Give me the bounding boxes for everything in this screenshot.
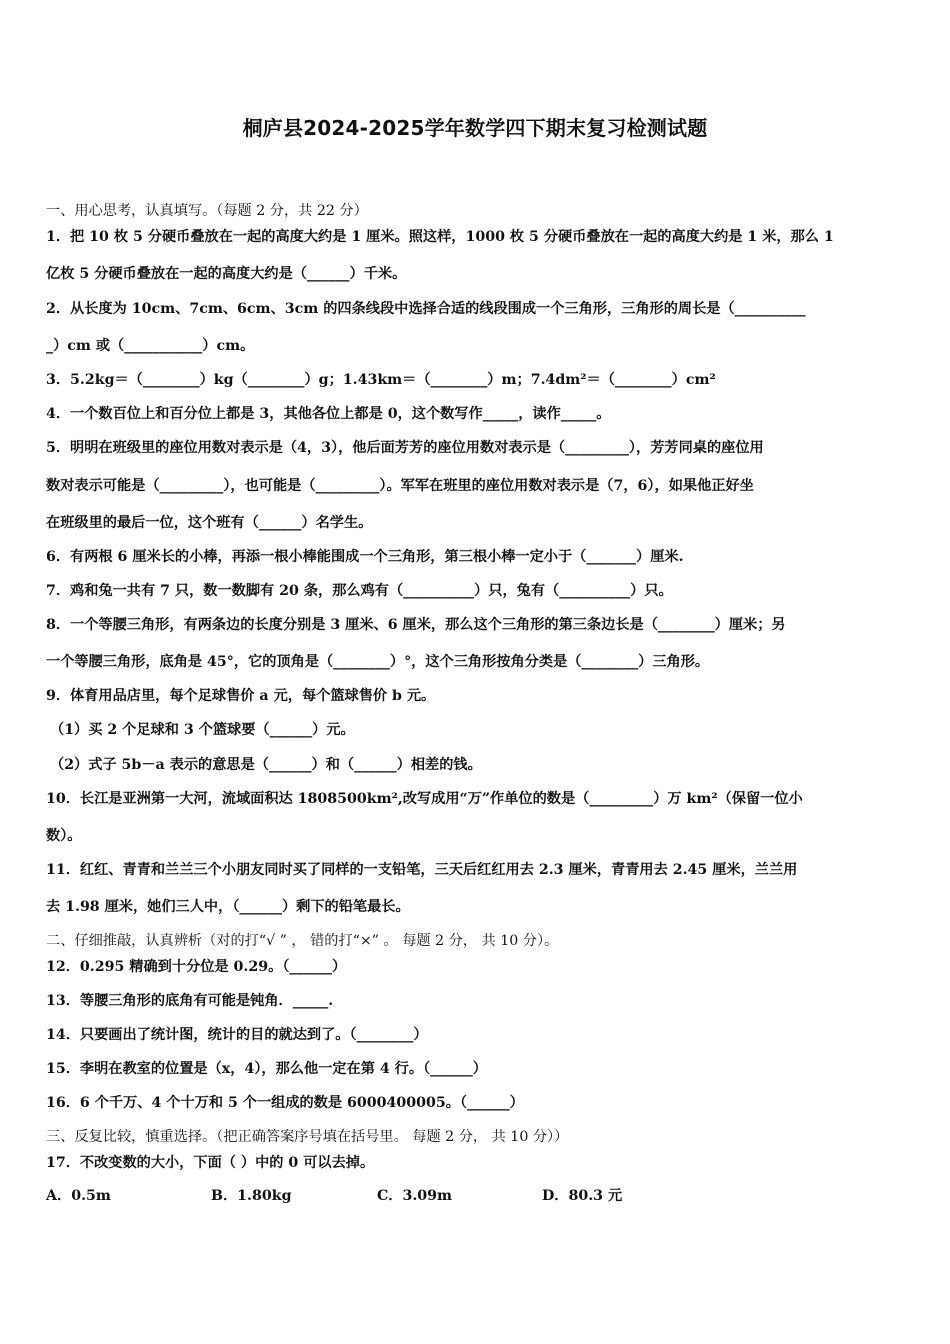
option-c: C．3.09m: [377, 1188, 453, 1204]
question-line: 数）。: [46, 828, 82, 844]
question-line: 一个等腰三角形，底角是 45°，它的顶角是（________）°，这个三角形按角分类是（________）三角形。: [46, 654, 710, 670]
option-a: A．0.5m: [46, 1188, 111, 1204]
question-line: 8．一个等腰三角形，有两条边的长度分别是 3 厘米、6 厘米，那么这个三角形的第三条边长是（________）厘米；另: [46, 617, 786, 633]
question-line: 15．李明在教室的位置是（x，4），那么他一定在第 4 行。（______）: [46, 1061, 487, 1077]
option-b: B．1.80kg: [211, 1188, 292, 1204]
question-line: 5．明明在班级里的座位用数对表示是（4，3），他后面芳芳的座位用数对表示是（_________），芳芳同桌的座位用: [46, 440, 764, 456]
question-line: 16．6 个千万、4 个十万和 5 个一组成的数是 6000400005。（______）: [46, 1095, 524, 1111]
question-line: 在班级里的最后一位，这个班有（______）名学生。: [46, 515, 373, 531]
question-line: 11．红红、青青和兰兰三个小朋友同时买了同样的一支铅笔，三天后红红用去 2.3 厘米，青青用去 2.45 厘米，兰兰用: [46, 862, 798, 878]
question-line: （1）买 2 个足球和 3 个篮球要（______）元。: [50, 722, 355, 738]
page-title: 桐庐县2024-2025学年数学四下期末复习检测试题: [242, 116, 708, 140]
question-line: 17．不改变数的大小，下面（ ）中的 0 可以去掉。: [46, 1155, 375, 1171]
question-line: （2）式子 5b－a 表示的意思是（______）和（______）相差的钱。: [50, 757, 482, 773]
question-line: 10．长江是亚洲第一大河，流域面积达 1808500km²,改写成用“万”作单位的数是（_________）万 km²（保留一位小: [46, 791, 803, 807]
question-line: 数对表示可能是（_________），也可能是（_________）。军军在班里的座位用数对表示是（7，6），如果他正好坐: [46, 478, 754, 494]
question-line: 6．有两根 6 厘米长的小棒，再添一根小棒能围成一个三角形，第三根小棒一定小于（_______）厘米.: [46, 549, 684, 565]
section-heading-1: 一、用心思考，认真填写。（每题 2 分，共 22 分）: [46, 203, 368, 219]
question-line: 2．从长度为 10cm、7cm、6cm、3cm 的四条线段中选择合适的线段围成一个三角形，三角形的周长是（__________: [46, 301, 806, 317]
section-heading-3: 三、反复比较，慎重选择。（把正确答案序号填在括号里。 每题 2 分， 共 10 分））: [46, 1129, 569, 1145]
option-d: D．80.3 元: [542, 1188, 623, 1204]
question-line: 1．把 10 枚 5 分硬币叠放在一起的高度大约是 1 厘米。照这样，1000 枚 5 分硬币叠放在一起的高度大约是 1 米，那么 1: [46, 229, 834, 245]
question-line: 12．0.295 精确到十分位是 0.29。（______）: [46, 959, 347, 975]
question-line: 7．鸡和兔一共有 7 只，数一数脚有 20 条，那么鸡有（__________）只，兔有（__________）只。: [46, 583, 673, 599]
section-heading-2: 二、仔细推敲，认真辨析（对的打“√ ” ， 错的打“×” 。 每题 2 分， 共 10 分）。: [46, 933, 559, 949]
question-line: 9．体育用品店里，每个足球售价 a 元，每个篮球售价 b 元。: [46, 688, 436, 704]
question-line: 13．等腰三角形的底角有可能是钝角．_____.: [46, 993, 334, 1009]
question-line: 亿枚 5 分硬币叠放在一起的高度大约是（______）千米。: [46, 266, 407, 282]
question-line: 4．一个数百位上和百分位上都是 3，其他各位上都是 0，这个数写作_____，读作_____。: [46, 406, 611, 422]
question-line: _）cm 或（___________）cm。: [46, 338, 255, 354]
question-line: 去 1.98 厘米，她们三人中，（______）剩下的铅笔最长。: [46, 899, 410, 915]
question-line: 14．只要画出了统计图，统计的目的就达到了。（________）: [46, 1027, 428, 1043]
question-line: 3．5.2kg＝（________）kg（________）g；1.43km＝（________）m；7.4dm²＝（________）cm²: [46, 372, 716, 388]
